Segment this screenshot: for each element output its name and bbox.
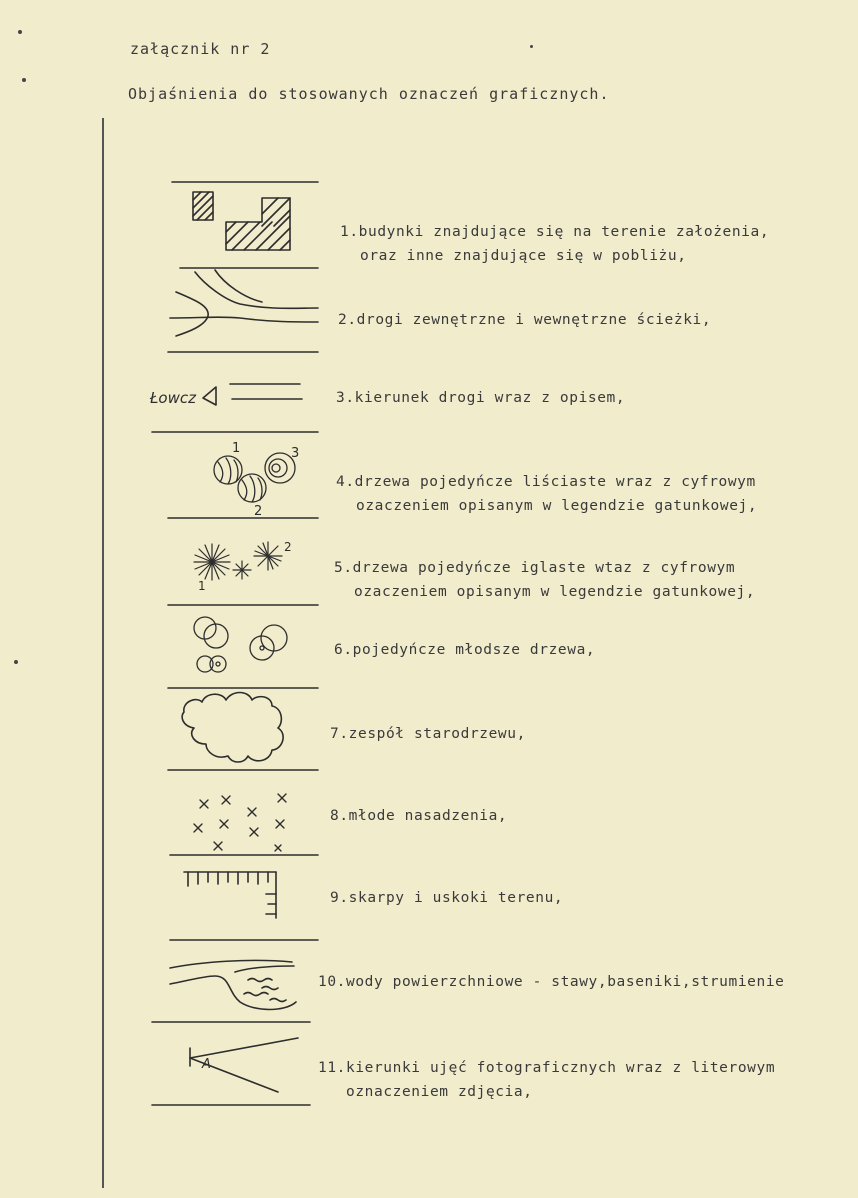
tree-number-label: 1 [232, 441, 241, 456]
tree-number-label: 2 [254, 504, 263, 519]
legend-item-text: 1.budynki znajdujące się na terenie założenia, [340, 224, 770, 240]
water-symbol [170, 960, 296, 1009]
legend-item-conifer-trees [334, 556, 755, 604]
young-tree-symbol [194, 617, 287, 672]
legend-item-young-plantings [330, 804, 507, 828]
legend-item-text: 3.kierunek drogi wraz z opisem, [336, 390, 626, 406]
legend-item-road-direction [336, 386, 625, 410]
legend-item-buildings [340, 220, 769, 268]
legend-item-roads [338, 308, 711, 332]
legend-item-old-tree-stand [330, 722, 526, 746]
legend-item-text: ozaczeniem opisanym w legendzie gatunkowej, [354, 584, 756, 600]
scarp-symbol [184, 872, 276, 918]
photo-letter-label: A [202, 1057, 211, 1072]
legend-item-text: ozaczeniem opisanym w legendzie gatunkowej, [356, 498, 758, 514]
young-plantings-symbol [194, 794, 286, 851]
legend-item-young-trees [334, 638, 595, 662]
tree-number-label: 3 [291, 446, 300, 461]
legend-item-text: 9.skarpy i uskoki terenu, [330, 890, 564, 906]
photo-direction-symbol [190, 1038, 298, 1092]
legend-item-text: 5.drzewa pojedyńcze iglaste wtaz z cyfrowym [334, 560, 736, 576]
legend-item-deciduous-trees [336, 470, 757, 518]
conifer-number-label: 1 [198, 579, 206, 593]
road-symbol [170, 270, 318, 336]
legend-item-text: 7.zespół starodrzewu, [330, 726, 526, 742]
road-direction-label: Łowcz [150, 389, 196, 407]
legend-item-text: 2.drogi zewnętrzne i wewnętrzne ścieżki, [338, 312, 712, 328]
building-symbol [193, 192, 290, 250]
conifer-number-label: 2 [284, 540, 292, 554]
deciduous-tree-symbol [214, 441, 299, 519]
legend-item-text: 11.kierunki ujęć fotograficznych wraz z literowym [318, 1060, 776, 1076]
page-title: Objaśnienia do stosowanych oznaczeń graficznych. [128, 85, 610, 103]
legend-item-text: oraz inne znajdujące się w pobliżu, [360, 248, 687, 264]
road-direction-symbol [149, 384, 302, 407]
legend-item-scarps [330, 886, 563, 910]
legend-item-text: oznaczeniem zdjęcia, [346, 1084, 533, 1100]
legend-item-text: 8.młode nasadzenia, [330, 808, 508, 824]
legend-item-surface-waters [318, 970, 785, 994]
legend-item-text: 6.pojedyńcze młodsze drzewa, [334, 642, 596, 658]
legend-item-text: 4.drzewa pojedyńcze liściaste wraz z cyfrowym [336, 474, 756, 490]
conifer-tree-symbol [194, 540, 292, 593]
legend-item-photo-directions [318, 1056, 775, 1104]
annex-label: załącznik nr 2 [130, 40, 271, 58]
old-tree-stand-symbol [182, 693, 283, 763]
legend-item-text: 10.wody powierzchniowe - stawy,baseniki,strumienie [318, 974, 785, 990]
